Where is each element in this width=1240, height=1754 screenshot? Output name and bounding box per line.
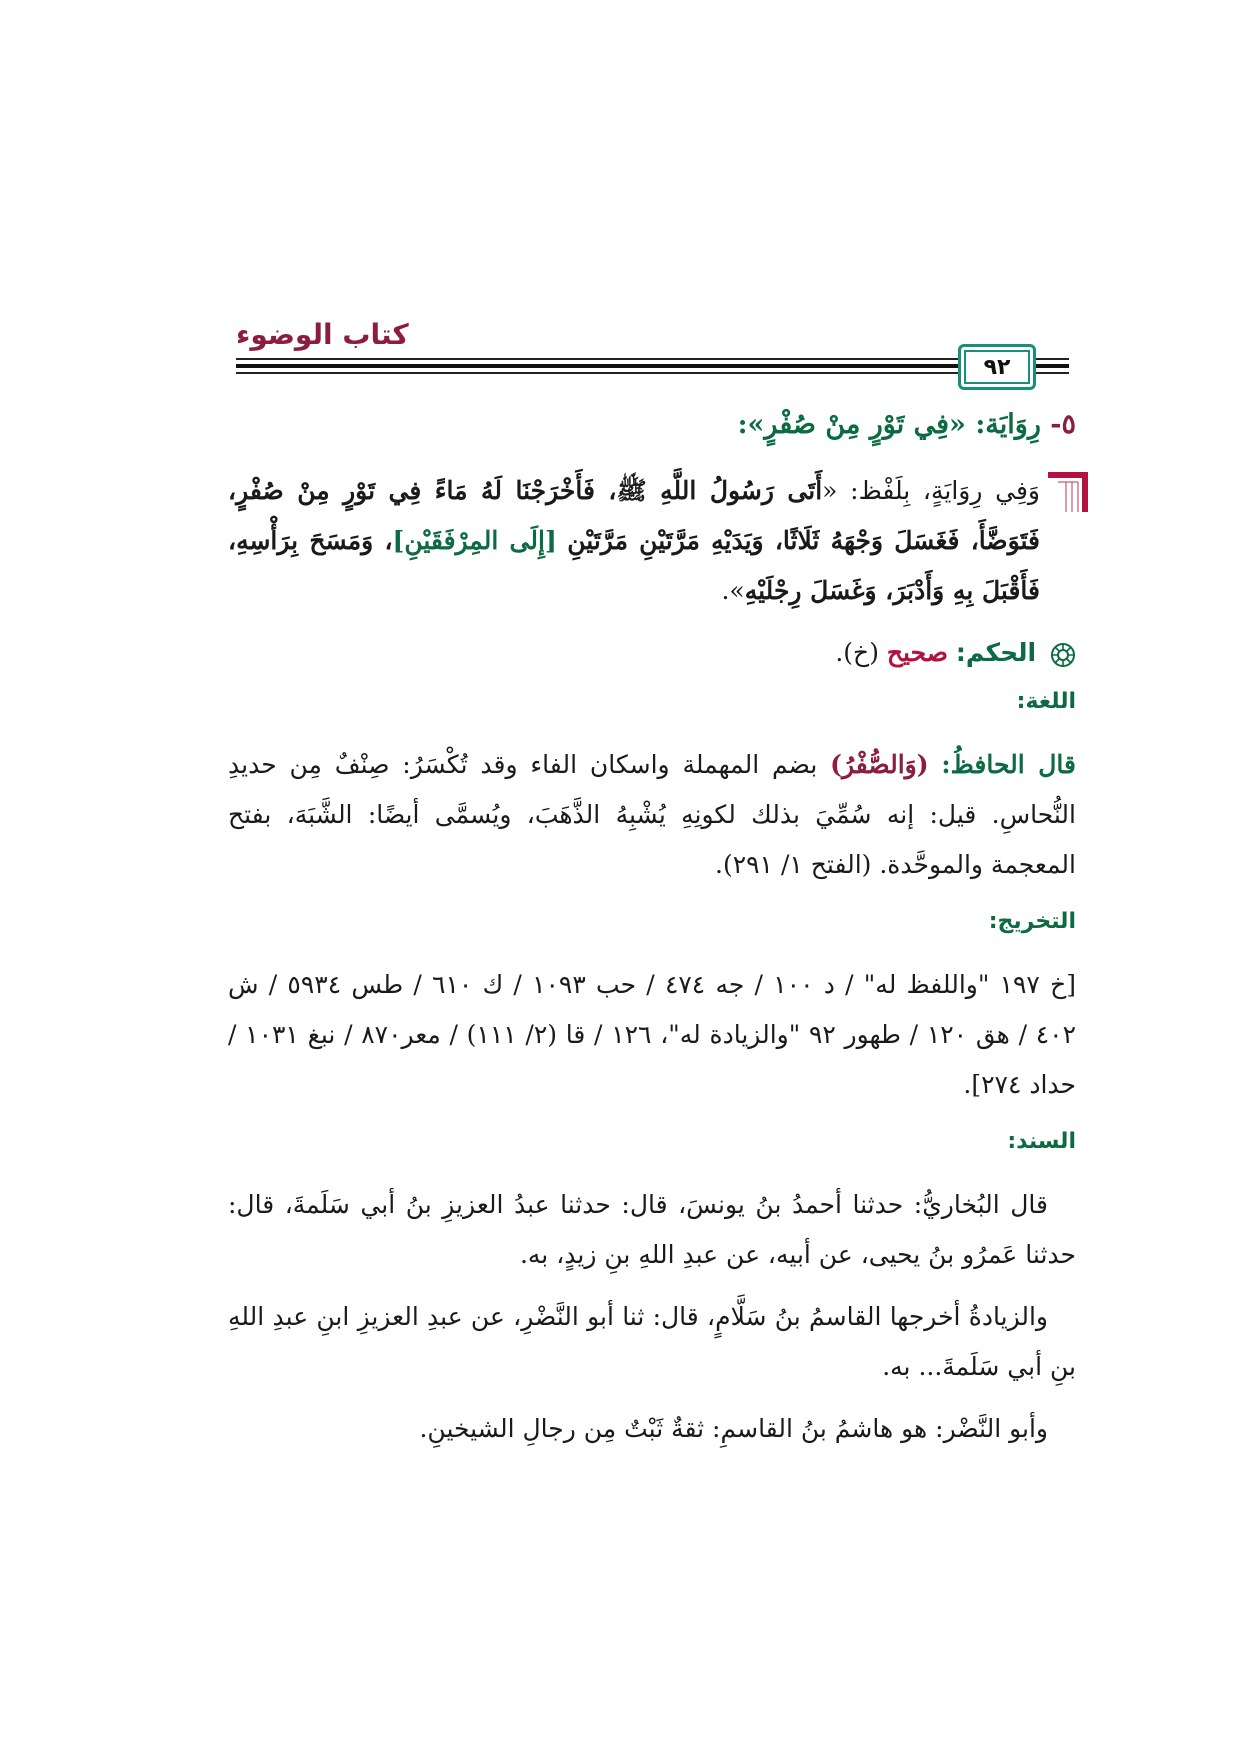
page-number-badge — [958, 344, 1036, 390]
hadith-text-1: أَتَى رَسُولُ اللَّهِ ﷺ، فَأَخْرَجْنَا لَهُ مَاءً فِي تَوْرٍ مِنْ صُفْرٍ، فَتَوَضَّأَ، فَغَسَلَ وَجْهَهُ ثَلَاثًا، وَيَدَيْهِ مَرَّتَيْنِ مَرَّتَيْنِ — [228, 476, 1041, 555]
lugha-term: (وَالصُّفْرُ) — [830, 750, 929, 779]
main-content — [228, 400, 1076, 1466]
riwaya-outro: ». — [721, 576, 745, 605]
sanad-paragraph-3: وأبو النَّضْر: هو هاشمُ بنُ القاسمِ: ثقةٌ ثَبْتٌ مِن رجالِ الشيخينِ. — [419, 1414, 1048, 1443]
hadith-text-2: ، وَمَسَحَ بِرَأْسِهِ، فَأَقْبَلَ بِهِ وَأَدْبَرَ، وَغَسَلَ رِجْلَيْهِ — [228, 526, 1040, 605]
lugha-heading: اللغة: — [1016, 689, 1076, 714]
lugha-speaker: قال الحافظُ: — [941, 750, 1076, 779]
header-rule-thick — [236, 364, 996, 368]
hukm-source: (خ). — [835, 638, 879, 667]
sanad-paragraph-1: قال البُخاريُّ: حدثنا أحمدُ بنُ يونسَ، قال: حدثنا عبدُ العزيزِ بنُ أبي سَلَمةَ، قال: حدثنا عَمرُو بنُ يحيى، عن أبيه، عن عبدِ اللهِ بنِ زيدٍ، به. — [228, 1190, 1076, 1269]
section-heading — [228, 400, 1076, 450]
header-rule-thin — [236, 358, 996, 360]
takhrij-heading: التخريج: — [988, 909, 1076, 934]
riwaya-intro: وَفِي رِوَايَةٍ، بِلَفْظ: « — [822, 476, 1041, 505]
lugha-paragraph — [228, 740, 1076, 890]
sanad-heading: السند: — [1007, 1129, 1076, 1154]
hukm-label: الحكم: — [955, 638, 1037, 667]
section-title: رِوَايَة: «فِي تَوْرٍ مِنْ صُفْرٍ»: — [737, 409, 1041, 440]
sanad-paragraph-2: والزيادةُ أخرجها القاسمُ بنُ سَلَّامٍ، قال: ثنا أبو النَّضْرِ، عن عبدِ العزيزِ ابنِ عبدِ اللهِ بنِ أبي سَلَمةَ... به. — [228, 1302, 1076, 1381]
flower-ornament-icon — [1050, 642, 1076, 668]
takhrij-paragraph: [خ ١٩٧ "واللفظ له" / د ١٠٠ / جه ٤٧٤ / حب ١٠٩٣ / ك ٦١٠ / طس ٥٩٣٤ / ش ٤٠٢ / هق ١٢٠ / طهور ٩٢ "والزيادة له"، ١٢٦ / قا (٢/ ١١١) / معر٨٧٠ / نبغ ١٠٣١ / حداد ٢٧٤]. — [228, 970, 1077, 1099]
section-number: ٥- — [1050, 409, 1076, 440]
page-number: ٩٢ — [983, 354, 1011, 380]
riwaya-block — [228, 466, 1076, 616]
header-rule-thin-lower — [236, 372, 996, 374]
running-title: كتاب الوضوء — [236, 318, 409, 351]
hukm-line — [228, 628, 1076, 678]
lugha-text: بضم المهملة واسكان الفاء وقد تُكْسَرُ: صِنْفٌ مِن حديدِ النُّحاسِ. قيل: إنه سُمِّيَ بذلك لكونِهِ يُشْبِهُ الذَّهَبَ، ويُسمَّى أيضًا: الشَّبَهَ، بفتح المعجمة والموحَّدة. (الفتح ١/ ٢٩١). — [228, 750, 1076, 879]
hukm-value: صحيح — [886, 638, 948, 667]
hadith-addition: [إِلَى المِرْفَقَيْنِ] — [392, 526, 557, 555]
corner-ornament-icon — [1048, 472, 1088, 512]
